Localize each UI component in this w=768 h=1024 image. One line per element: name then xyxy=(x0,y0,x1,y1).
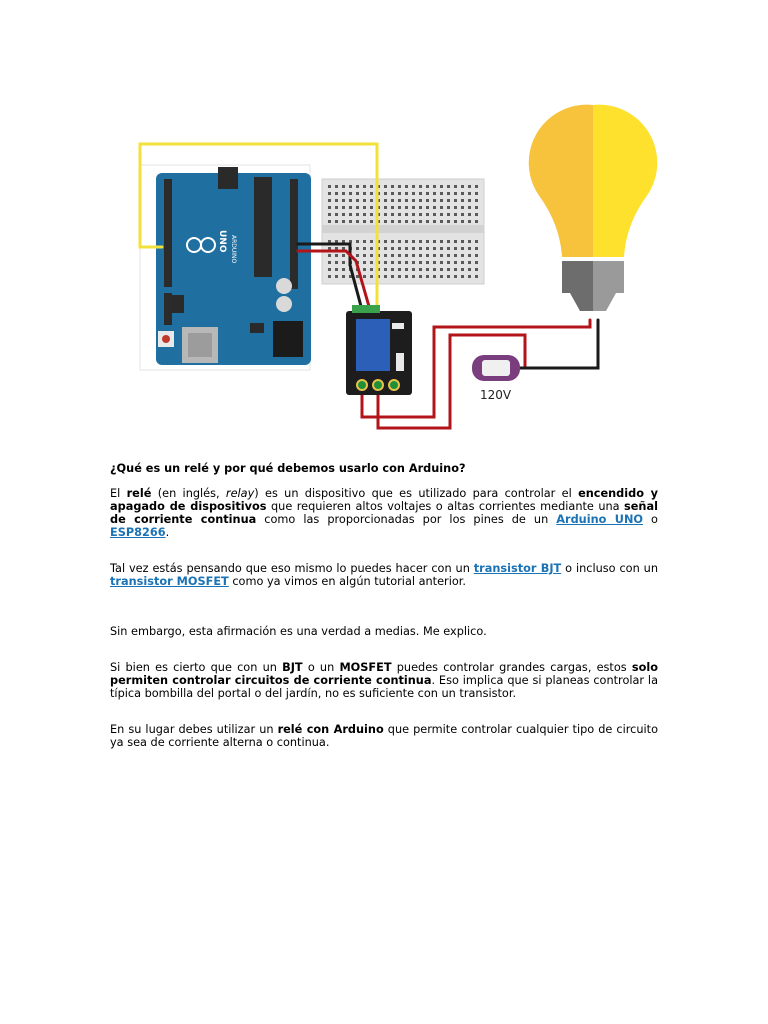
breadboard-hole xyxy=(440,254,443,257)
arduino-uno-label: UNO xyxy=(217,230,227,253)
breadboard-hole xyxy=(447,192,450,195)
breadboard-hole xyxy=(447,268,450,271)
breadboard-hole xyxy=(447,275,450,278)
breadboard-hole xyxy=(335,220,338,223)
breadboard-hole xyxy=(328,192,331,195)
breadboard-hole xyxy=(342,275,345,278)
breadboard-hole xyxy=(419,206,422,209)
arduino-brand-label: ARDUINO xyxy=(230,235,237,264)
breadboard-hole xyxy=(391,213,394,216)
breadboard-hole xyxy=(433,247,436,250)
breadboard-hole xyxy=(461,213,464,216)
breadboard-hole xyxy=(342,261,345,264)
breadboard-hole xyxy=(335,213,338,216)
breadboard-hole xyxy=(398,199,401,202)
breadboard-hole xyxy=(405,254,408,257)
breadboard-hole xyxy=(370,199,373,202)
breadboard-hole xyxy=(328,199,331,202)
breadboard-hole xyxy=(356,240,359,243)
paragraph-half-truth: Sin embargo, esta afirmación es una verdad a medias. Me explico. xyxy=(110,625,487,638)
breadboard-hole xyxy=(356,220,359,223)
breadboard-hole xyxy=(426,268,429,271)
breadboard-hole xyxy=(363,254,366,257)
breadboard-hole xyxy=(440,275,443,278)
breadboard-hole xyxy=(468,213,471,216)
breadboard-hole xyxy=(398,275,401,278)
breadboard-hole xyxy=(468,220,471,223)
breadboard-hole xyxy=(433,261,436,264)
breadboard xyxy=(322,179,484,284)
ac-plug xyxy=(472,355,520,402)
breadboard-hole xyxy=(426,275,429,278)
breadboard-hole xyxy=(398,240,401,243)
breadboard-hole xyxy=(468,192,471,195)
breadboard-hole xyxy=(398,254,401,257)
breadboard-hole xyxy=(461,185,464,188)
breadboard-hole xyxy=(419,268,422,271)
relay-module xyxy=(346,305,412,395)
breadboard-hole xyxy=(391,240,394,243)
article-body xyxy=(110,462,658,749)
breadboard-hole xyxy=(447,247,450,250)
breadboard-hole xyxy=(426,247,429,250)
breadboard-hole xyxy=(454,220,457,223)
breadboard-hole xyxy=(405,240,408,243)
breadboard-hole xyxy=(468,240,471,243)
breadboard-hole xyxy=(433,268,436,271)
breadboard-hole xyxy=(384,192,387,195)
breadboard-hole xyxy=(405,206,408,209)
breadboard-hole xyxy=(440,213,443,216)
breadboard-hole xyxy=(356,185,359,188)
breadboard-hole xyxy=(468,185,471,188)
breadboard-hole xyxy=(440,240,443,243)
breadboard-hole xyxy=(391,199,394,202)
breadboard-hole xyxy=(391,206,394,209)
breadboard-hole xyxy=(475,185,478,188)
breadboard-hole xyxy=(433,213,436,216)
breadboard-hole xyxy=(405,220,408,223)
breadboard-hole xyxy=(342,199,345,202)
breadboard-hole xyxy=(412,213,415,216)
breadboard-hole xyxy=(384,275,387,278)
breadboard-hole xyxy=(405,213,408,216)
breadboard-hole xyxy=(419,254,422,257)
breadboard-hole xyxy=(419,275,422,278)
breadboard-hole xyxy=(391,220,394,223)
breadboard-hole xyxy=(405,199,408,202)
arduino-uno-link[interactable]: Arduino UNO xyxy=(556,513,644,526)
breadboard-hole xyxy=(398,213,401,216)
breadboard-hole xyxy=(419,220,422,223)
breadboard-hole xyxy=(391,185,394,188)
breadboard-hole xyxy=(447,185,450,188)
breadboard-hole xyxy=(461,254,464,257)
breadboard-hole xyxy=(426,192,429,195)
breadboard-hole xyxy=(349,192,352,195)
breadboard-hole xyxy=(461,192,464,195)
breadboard-hole xyxy=(342,268,345,271)
breadboard-hole xyxy=(349,213,352,216)
breadboard-hole xyxy=(475,247,478,250)
breadboard-hole xyxy=(426,199,429,202)
breadboard-hole xyxy=(412,254,415,257)
breadboard-hole xyxy=(461,275,464,278)
breadboard-hole xyxy=(328,220,331,223)
breadboard-hole xyxy=(363,247,366,250)
breadboard-hole xyxy=(384,220,387,223)
breadboard-hole xyxy=(405,275,408,278)
breadboard-hole xyxy=(349,185,352,188)
breadboard-hole xyxy=(335,275,338,278)
breadboard-hole xyxy=(426,261,429,264)
breadboard-hole xyxy=(363,213,366,216)
breadboard-hole xyxy=(475,213,478,216)
breadboard-hole xyxy=(370,275,373,278)
breadboard-hole xyxy=(335,261,338,264)
breadboard-hole xyxy=(384,206,387,209)
breadboard-hole xyxy=(405,261,408,264)
breadboard-hole xyxy=(328,206,331,209)
breadboard-hole xyxy=(391,268,394,271)
breadboard-hole xyxy=(412,199,415,202)
breadboard-hole xyxy=(440,185,443,188)
breadboard-hole xyxy=(363,275,366,278)
paragraph-use-relay: En su lugar debes utilizar un relé con Arduino que permite controlar cualquier tipo de circuito ya sea de corriente alterna o continua. xyxy=(110,723,658,749)
breadboard-hole xyxy=(356,213,359,216)
breadboard-hole xyxy=(328,261,331,264)
breadboard-hole xyxy=(475,275,478,278)
breadboard-hole xyxy=(454,192,457,195)
breadboard-hole xyxy=(475,220,478,223)
breadboard-hole xyxy=(468,247,471,250)
breadboard-hole xyxy=(461,261,464,264)
breadboard-hole xyxy=(356,275,359,278)
breadboard-hole xyxy=(398,247,401,250)
breadboard-hole xyxy=(419,213,422,216)
breadboard-hole xyxy=(356,254,359,257)
breadboard-hole xyxy=(440,199,443,202)
breadboard-hole xyxy=(356,199,359,202)
breadboard-hole xyxy=(454,240,457,243)
breadboard-hole xyxy=(412,240,415,243)
breadboard-hole xyxy=(454,261,457,264)
breadboard-hole xyxy=(412,247,415,250)
breadboard-hole xyxy=(447,213,450,216)
breadboard-hole xyxy=(440,247,443,250)
breadboard-hole xyxy=(433,275,436,278)
breadboard-hole xyxy=(461,220,464,223)
breadboard-hole xyxy=(405,268,408,271)
breadboard-hole xyxy=(475,254,478,257)
breadboard-hole xyxy=(461,247,464,250)
breadboard-hole xyxy=(475,206,478,209)
breadboard-hole xyxy=(440,206,443,209)
breadboard-hole xyxy=(370,268,373,271)
breadboard-hole xyxy=(391,192,394,195)
breadboard-hole xyxy=(433,254,436,257)
breadboard-hole xyxy=(475,261,478,264)
breadboard-hole xyxy=(440,268,443,271)
breadboard-hole xyxy=(468,275,471,278)
breadboard-hole xyxy=(419,261,422,264)
breadboard-hole xyxy=(405,247,408,250)
breadboard-hole xyxy=(384,247,387,250)
breadboard-hole xyxy=(440,261,443,264)
breadboard-hole xyxy=(335,192,338,195)
breadboard-hole xyxy=(461,206,464,209)
breadboard-hole xyxy=(391,247,394,250)
breadboard-hole xyxy=(342,185,345,188)
light-bulb xyxy=(529,105,658,311)
breadboard-hole xyxy=(433,199,436,202)
breadboard-hole xyxy=(391,261,394,264)
breadboard-hole xyxy=(356,247,359,250)
breadboard-hole xyxy=(447,206,450,209)
breadboard-hole xyxy=(412,220,415,223)
breadboard-hole xyxy=(433,185,436,188)
breadboard-hole xyxy=(370,247,373,250)
breadboard-hole xyxy=(454,247,457,250)
breadboard-hole xyxy=(419,247,422,250)
breadboard-hole xyxy=(412,206,415,209)
breadboard-hole xyxy=(440,220,443,223)
breadboard-hole xyxy=(384,268,387,271)
breadboard-hole xyxy=(370,261,373,264)
breadboard-hole xyxy=(328,275,331,278)
breadboard-hole xyxy=(447,199,450,202)
breadboard-hole xyxy=(447,220,450,223)
breadboard-hole xyxy=(475,240,478,243)
breadboard-hole xyxy=(342,254,345,257)
breadboard-hole xyxy=(328,268,331,271)
breadboard-hole xyxy=(335,206,338,209)
breadboard-hole xyxy=(335,185,338,188)
breadboard-hole xyxy=(454,185,457,188)
breadboard-hole xyxy=(454,199,457,202)
breadboard-hole xyxy=(412,275,415,278)
breadboard-hole xyxy=(398,261,401,264)
breadboard-hole xyxy=(468,254,471,257)
breadboard-hole xyxy=(342,206,345,209)
transistor-bjt-link[interactable]: transistor BJT xyxy=(473,562,562,575)
article-heading: ¿Qué es un relé y por qué debemos usarlo con Arduino? xyxy=(110,462,466,475)
breadboard-hole xyxy=(405,192,408,195)
breadboard-hole xyxy=(363,199,366,202)
breadboard-hole xyxy=(454,206,457,209)
esp8266-link[interactable]: ESP8266 xyxy=(110,526,166,539)
breadboard-hole xyxy=(335,254,338,257)
breadboard-hole xyxy=(391,275,394,278)
breadboard-hole xyxy=(426,254,429,257)
breadboard-hole xyxy=(454,254,457,257)
breadboard-hole xyxy=(370,254,373,257)
breadboard-hole xyxy=(475,268,478,271)
paragraph-transistors: Tal vez estás pensando que eso mismo lo puedes hacer con un transistor BJT o incluso con un transistor MOSFET como ya vimos en algún tutorial anterior. xyxy=(110,562,658,588)
breadboard-hole xyxy=(426,206,429,209)
breadboard-hole xyxy=(405,185,408,188)
breadboard-hole xyxy=(370,240,373,243)
breadboard-hole xyxy=(461,268,464,271)
transistor-mosfet-link[interactable]: transistor MOSFET xyxy=(110,575,229,588)
breadboard-hole xyxy=(370,192,373,195)
breadboard-hole xyxy=(398,192,401,195)
breadboard-hole xyxy=(419,192,422,195)
breadboard-hole xyxy=(349,199,352,202)
breadboard-hole xyxy=(398,185,401,188)
breadboard-hole xyxy=(384,254,387,257)
breadboard-hole xyxy=(468,261,471,264)
circuit-illustration xyxy=(130,95,660,440)
breadboard-hole xyxy=(433,240,436,243)
breadboard-hole xyxy=(412,192,415,195)
breadboard-hole xyxy=(454,213,457,216)
breadboard-hole xyxy=(433,220,436,223)
breadboard-hole xyxy=(447,254,450,257)
breadboard-hole xyxy=(349,206,352,209)
breadboard-hole xyxy=(363,261,366,264)
breadboard-hole xyxy=(475,192,478,195)
breadboard-hole xyxy=(356,206,359,209)
breadboard-hole xyxy=(412,268,415,271)
breadboard-hole xyxy=(384,185,387,188)
breadboard-hole xyxy=(356,192,359,195)
breadboard-hole xyxy=(447,261,450,264)
breadboard-hole xyxy=(370,220,373,223)
breadboard-hole xyxy=(454,268,457,271)
breadboard-hole xyxy=(461,199,464,202)
breadboard-hole xyxy=(384,213,387,216)
breadboard-hole xyxy=(468,206,471,209)
breadboard-hole xyxy=(412,185,415,188)
breadboard-hole xyxy=(335,268,338,271)
breadboard-hole xyxy=(468,199,471,202)
breadboard-hole xyxy=(398,220,401,223)
breadboard-hole xyxy=(349,220,352,223)
breadboard-hole xyxy=(433,192,436,195)
breadboard-hole xyxy=(363,192,366,195)
breadboard-hole xyxy=(342,220,345,223)
breadboard-hole xyxy=(384,199,387,202)
breadboard-hole xyxy=(475,199,478,202)
breadboard-hole xyxy=(370,213,373,216)
voltage-label: 120V xyxy=(480,388,512,402)
breadboard-hole xyxy=(370,206,373,209)
breadboard-hole xyxy=(370,185,373,188)
breadboard-hole xyxy=(426,185,429,188)
breadboard-hole xyxy=(419,185,422,188)
breadboard-hole xyxy=(391,254,394,257)
breadboard-hole xyxy=(426,240,429,243)
breadboard-hole xyxy=(426,213,429,216)
breadboard-hole xyxy=(363,220,366,223)
breadboard-hole xyxy=(363,206,366,209)
breadboard-hole xyxy=(440,192,443,195)
paragraph-dc-only: Si bien es cierto que con un BJT o un MOSFET puedes controlar grandes cargas, estos solo permiten controlar circuitos de corriente continua. Eso implica que si planeas controlar la típica bombilla del portal o del jardín, no es suficiente con un transistor. xyxy=(110,661,658,700)
breadboard-hole xyxy=(335,199,338,202)
breadboard-hole xyxy=(419,240,422,243)
breadboard-hole xyxy=(412,261,415,264)
breadboard-hole xyxy=(363,240,366,243)
arduino-uno-board xyxy=(156,167,311,365)
breadboard-hole xyxy=(342,213,345,216)
breadboard-hole xyxy=(398,268,401,271)
breadboard-hole xyxy=(363,185,366,188)
breadboard-hole xyxy=(363,268,366,271)
breadboard-hole xyxy=(461,240,464,243)
breadboard-hole xyxy=(468,268,471,271)
breadboard-hole xyxy=(342,192,345,195)
breadboard-hole xyxy=(328,185,331,188)
breadboard-hole xyxy=(384,240,387,243)
breadboard-hole xyxy=(447,240,450,243)
breadboard-hole xyxy=(426,220,429,223)
breadboard-hole xyxy=(328,254,331,257)
breadboard-hole xyxy=(419,199,422,202)
breadboard-hole xyxy=(328,213,331,216)
paragraph-relay-definition: El relé (en inglés, relay) es un dispositivo que es utilizado para controlar el encendido y apagado de dispositivos que requieren altos voltajes o altas corrientes mediante una señal de corriente continua como las proporcionadas por los pines de un Arduino UNO o ESP8266. xyxy=(110,487,659,539)
breadboard-hole xyxy=(384,261,387,264)
breadboard-hole xyxy=(454,275,457,278)
breadboard-hole xyxy=(398,206,401,209)
breadboard-hole xyxy=(433,206,436,209)
